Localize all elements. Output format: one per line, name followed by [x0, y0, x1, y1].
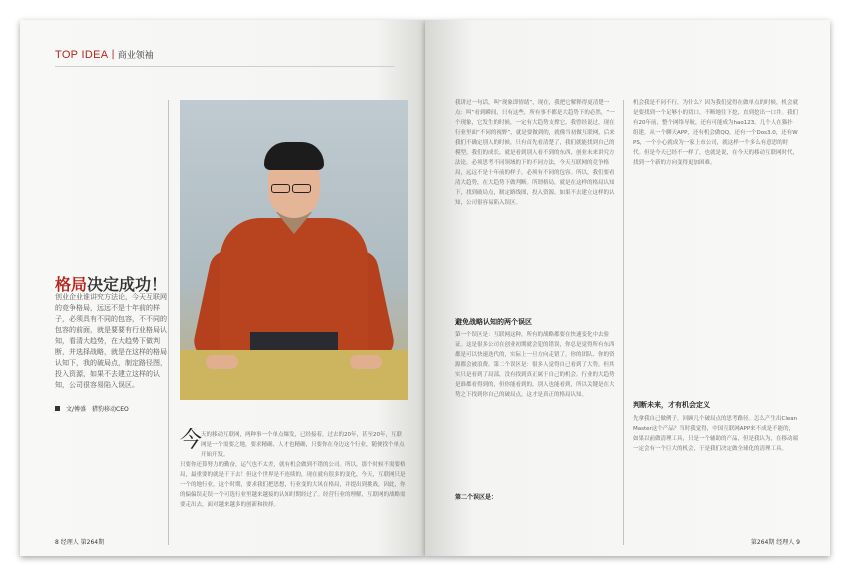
- column-divider-right: [623, 100, 624, 545]
- portrait-photo: [180, 100, 408, 400]
- page-folio-left: 8 经理人 第264期: [55, 539, 105, 546]
- right-col1-text-top: 我讲过一句话，叫“现象即情绪”，现在，我把它解释得更清楚一点：叫“看到瞬间，只有这些，所有事不都是大趋势下的必然，“一个现象，它发生的时候，一定有大趋势支撑它。我曾经说过，现在行业里面“不同的视野”，就是要做到的，就像当初做互联网，后来我们不确定别人的时候，只有首先看清楚了，我们就能找到自己的模型。我们的成长，就是看到别人看不到的东西，创业未来讲究方法论，必须思考不同领域的下的不同方法，今天互联网的竞争格局，远远不是十年前的样子，必须有不同的包容。所以，我们要看清大趋势，在大趋势下做判断。所谓格局，就是在这样的格局认知下，找到破局点，制定路线图，投入资源。如果不去建立这样的认知，公司很容易陷入误区。: [455, 100, 615, 206]
- subheading-future: 判断未来，才有机会定义: [633, 401, 710, 409]
- drop-cap: 今: [180, 428, 203, 453]
- headline-highlight: 格局: [55, 275, 88, 294]
- article-intro: 创业企业谁讲究方法论，今天互联网的竞争格局，远远不是十年前的样子，必须具有不同的包容，不不同的包容的前面，就是要要有行业格局认知，看清大趋势，在大趋势下做判断，并选择战略，就是在这样的格局认知下，我的破局点，制定路径图，投入资源，如果不去建立这样的认知，公司很容易陷入误区。: [55, 293, 167, 389]
- page-folio-right: 第264期 经理人 9: [750, 539, 800, 546]
- headline-rest: 决定成功！: [87, 275, 168, 294]
- left-page: [20, 20, 425, 556]
- body-text-rest: 只要你还算努力的勤奋，运气也不太差，就有机会做到不错的公司。所以，那个时候不需要格局，最重要的就是干下去！但这个世界是不连续的，现在就有很多的变化，今天，互联网只是一个的地行业，这个时期，要求我们把思想，行业变的大风在格局，并提出到挑战，因此，你的偏偏误走误一个可选行业里越来越接的认知时期经过了。经营行业的理解，互联网的战略需要走出去，面对越来越多的创新和抉择。: [180, 462, 406, 508]
- byline: [55, 404, 129, 413]
- body-text-first: 天的移动互联网，两种事一个单点爆发，已经接着，过去的20年，甚至20年，互联网是一个需要之地，要求精确、人才也精确，只要你在身边这个行业，随便找个单点开始开发。: [201, 432, 405, 458]
- section-label-cn: 商业领袖: [117, 51, 154, 61]
- magazine-spread: [20, 20, 830, 556]
- right-col2-text-top: 机会我是不同不行，为什么？因为我们觉得在做单点的时候，机会就是要找到一个足够小的切口，不断地往下挖，直到挖出一口井。我们有20年前，整个网络导航，还有可能成为hao123。几个人在猫扑组建，从一个聊天APP，还有机会做QQ，还有一个Dos3.0，还有WPS，一个小心就成为一家上市公司，就这样一个多么有意思的时代。但是今天已经不一样了，也就是说，在今天的移动互联网时代，找到一个新的方向变得更加困难。: [633, 100, 798, 166]
- byline-role: 猎豹移动CEO: [92, 406, 129, 413]
- section-divider: |: [111, 49, 115, 60]
- subheading-second-misconception: 第二个误区是：: [455, 494, 498, 501]
- right-col2-text-bottom: 先拿我自己做例子，回顾几个破局点的思考路径。怎么产生出Clean Master这个产品？当时我觉得，中国互联网APP来不成是不能的，如果以前做清理工具，只是一个辅助的产品，但是我认为，在移动端一定会有一个巨大的机会，于是我们决定做全球化的清理工具。: [633, 416, 798, 452]
- subheading-misconceptions: 避免战略认知的两个误区: [455, 318, 532, 326]
- section-header: [55, 48, 154, 61]
- byline-author: 文/傅盛: [66, 406, 87, 413]
- header-rule: [55, 66, 395, 67]
- right-page: [425, 20, 830, 556]
- right-col1-text-mid: 第一个误区是：互联网这种，所有的战略都要在快速变化中去验证。这是很多公司在创业初期就会犯的错误，你总是觉得所有东西都是可以快速迭代的，实际上一旦方向走错了，你的团队、你的资源都会被浪费。第二个误区是：很多人觉得自己看到了大势，但其实只是看到了局部，没有找到真正属于自己的机会。行业的大趋势是谁都看得到的，但你能看到的，别人也能看到，所以关键是在大势之下找到你自己的破局点，这才是真正的格局认知。: [455, 332, 615, 398]
- section-label-en: TOP IDEA: [55, 48, 109, 61]
- byline-square-icon: [55, 406, 60, 411]
